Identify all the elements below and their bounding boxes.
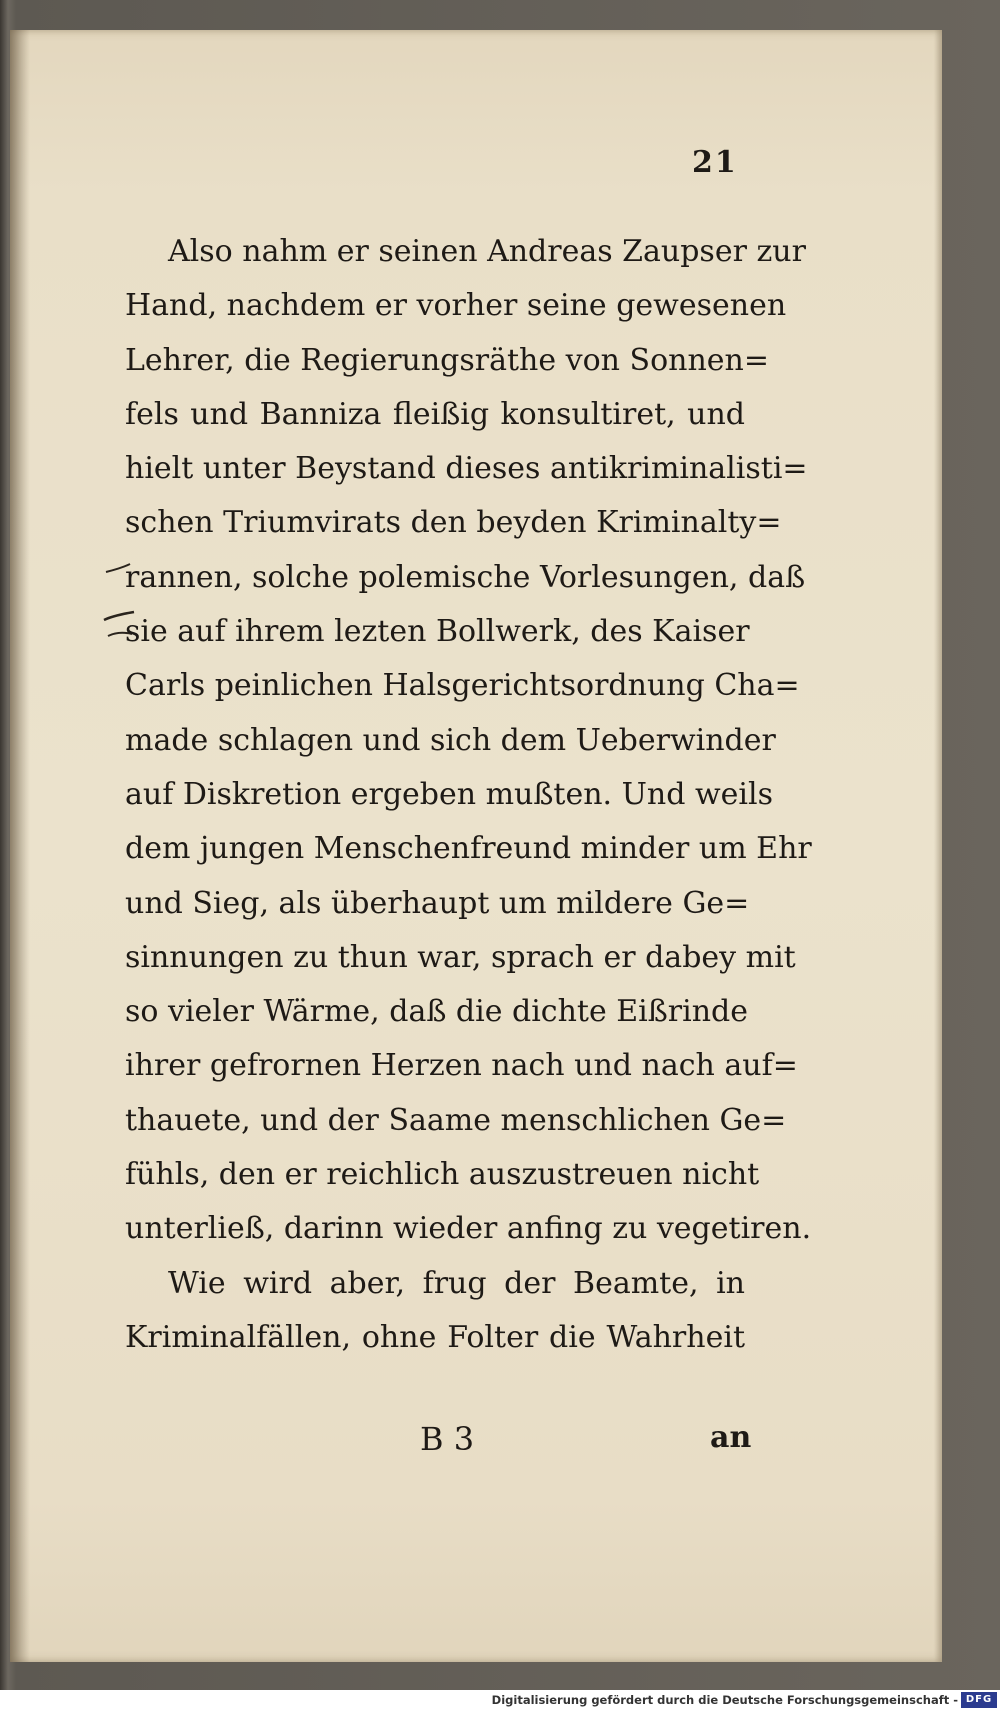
funding-credit: Digitalisierung gefördert durch die Deutsche Forschungsgemeinschaft -: [491, 1693, 958, 1707]
gutter-shadow: [10, 30, 30, 1662]
text-line: sie auf ihrem lezten Bollwerk, des Kaiser: [125, 614, 750, 650]
page-edge: [934, 30, 942, 1662]
text-line: fels und Banniza fleißig konsultiret, und: [125, 396, 745, 432]
text-line: hielt unter Beystand dieses antikriminalisti=: [125, 451, 808, 487]
text-line: made schlagen und sich dem Ueberwinder: [125, 722, 776, 758]
text-line: unterließ, darinn wieder anfing zu vegetiren.: [125, 1211, 812, 1247]
body-text: [125, 225, 812, 1365]
text-line: thauete, und der Saame menschlichen Ge=: [125, 1102, 787, 1138]
text-line: ihrer gefrornen Herzen nach und nach auf=: [125, 1048, 798, 1084]
signature-mark: B 3: [420, 1420, 475, 1458]
text-line: sinnungen zu thun war, sprach er dabey mit: [125, 939, 796, 975]
text-line: fühls, den er reichlich auszustreuen nicht: [125, 1157, 760, 1193]
dfg-logo: DFG: [961, 1692, 997, 1708]
text-line: Lehrer, die Regierungsräthe von Sonnen=: [125, 342, 770, 378]
text-line: Kriminalfällen, ohne Folter die Wahrheit: [125, 1319, 745, 1355]
book-page: [10, 30, 942, 1662]
text-line: rannen, solche polemische Vorlesungen, daß: [125, 559, 806, 595]
text-line: und Sieg, als überhaupt um mildere Ge=: [125, 885, 750, 921]
text-line: Also nahm er seinen Andreas Zaupser zur: [168, 234, 806, 269]
text-line: auf Diskretion ergeben mußten. Und weils: [125, 776, 773, 812]
catchword: an: [710, 1420, 752, 1455]
text-line: schen Triumvirats den beyden Kriminalty=: [125, 505, 782, 541]
text-line: Hand, nachdem er vorher seine gewesenen: [125, 288, 787, 324]
page-number: 21: [692, 145, 738, 180]
text-line: so vieler Wärme, daß die dichte Eißrinde: [125, 994, 749, 1030]
footer-bar: [0, 1690, 1000, 1710]
text-line: Wie wird aber, frug der Beamte, in: [168, 1265, 745, 1301]
text-line: Carls peinlichen Halsgerichtsordnung Cha=: [125, 668, 800, 704]
text-line: dem jungen Menschenfreund minder um Ehr: [125, 831, 812, 867]
